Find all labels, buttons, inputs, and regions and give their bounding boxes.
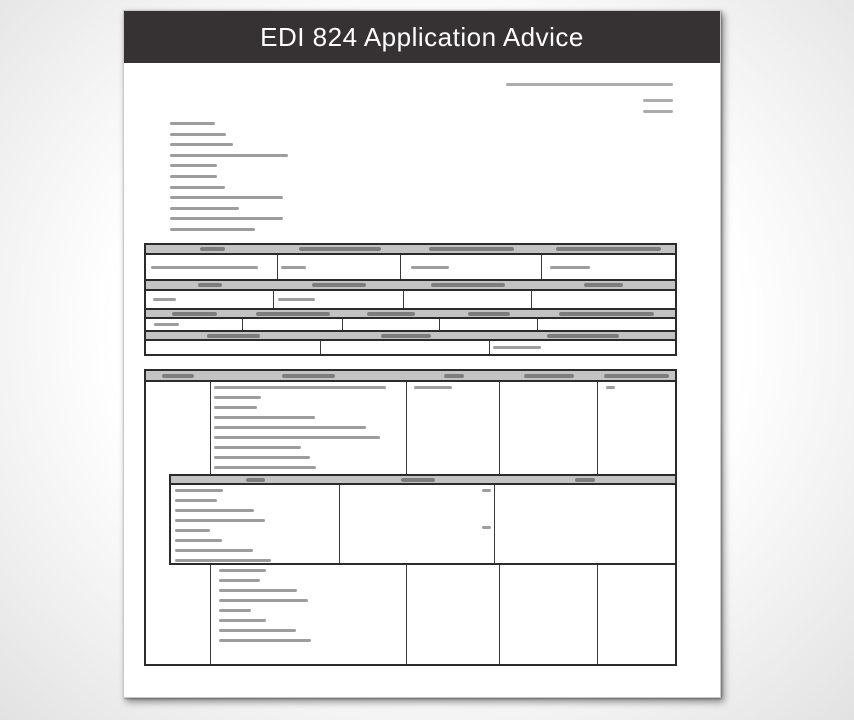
header-label-bar — [556, 247, 661, 251]
redacted-text-line — [219, 599, 308, 602]
redacted-text-line — [214, 386, 386, 389]
table-cell — [146, 255, 278, 279]
redacted-text-line — [281, 266, 306, 269]
redacted-text-line — [219, 579, 260, 582]
table-cell — [146, 563, 211, 664]
table-cell — [538, 319, 675, 330]
redacted-text-line — [214, 446, 301, 449]
intro-text-block — [170, 122, 430, 231]
header-label-bar — [200, 247, 225, 251]
header-label-bar — [246, 478, 265, 482]
redacted-text-line — [219, 629, 296, 632]
table-cell — [340, 485, 496, 563]
table-row — [146, 382, 675, 474]
header-label-bar — [172, 312, 217, 316]
redacted-text-line — [175, 539, 222, 542]
header-label-bar — [431, 283, 505, 287]
table-cell — [146, 382, 211, 474]
table-cell — [440, 319, 538, 330]
redacted-text-line — [219, 639, 311, 642]
header-label-bar — [207, 334, 260, 338]
header-cell — [171, 476, 340, 483]
redacted-text-line — [482, 489, 491, 492]
redacted-text-line — [170, 196, 283, 199]
header-cell — [340, 476, 496, 483]
header-cell — [243, 310, 342, 317]
redacted-text-line — [643, 99, 673, 102]
title-bar — [124, 11, 720, 63]
table-row — [146, 563, 675, 664]
redacted-text-line — [214, 396, 261, 399]
table-cell — [146, 291, 274, 308]
redacted-text-line — [214, 436, 380, 439]
header-cell — [146, 310, 243, 317]
header-cell — [490, 332, 675, 339]
header-cell — [542, 245, 675, 253]
table-cell — [343, 319, 440, 330]
table-cell — [211, 382, 408, 474]
redacted-text-line — [175, 549, 253, 552]
table-header-row — [146, 243, 675, 255]
header-label-bar — [584, 283, 623, 287]
redacted-text-line — [214, 406, 257, 409]
table-cell — [404, 291, 532, 308]
table-header-row — [146, 279, 675, 291]
redacted-text-line — [214, 456, 310, 459]
redacted-text-line — [170, 186, 225, 189]
redacted-text-line — [214, 426, 366, 429]
table-cell — [211, 563, 408, 664]
header-label-bar — [162, 374, 194, 378]
redacted-text-line — [550, 266, 590, 269]
redacted-text-line — [643, 110, 673, 113]
header-label-bar — [401, 478, 435, 482]
table-cell — [407, 382, 500, 474]
table-row — [146, 255, 675, 279]
redacted-text-line — [219, 569, 266, 572]
header-label-bar — [604, 374, 669, 378]
redacted-text-line — [175, 499, 217, 502]
redacted-text-line — [154, 323, 179, 326]
header-cell — [404, 281, 532, 289]
redacted-text-line — [175, 489, 223, 492]
table-cell — [171, 485, 340, 563]
header-label-bar — [381, 334, 431, 338]
table-row — [146, 291, 675, 308]
header-cell — [500, 371, 597, 380]
reference-block — [506, 83, 673, 113]
header-label-bar — [444, 374, 464, 378]
header-cell — [146, 332, 321, 339]
table-cell — [532, 291, 675, 308]
redacted-text-line — [414, 386, 452, 389]
table-cell — [407, 563, 500, 664]
redacted-text-line — [606, 386, 615, 389]
table-cell — [146, 319, 243, 330]
header-cell — [598, 371, 675, 380]
redacted-text-line — [170, 217, 283, 220]
header-label-bar — [256, 312, 330, 316]
redacted-text-line — [214, 416, 315, 419]
redacted-text-line — [170, 207, 239, 210]
header-label-bar — [282, 374, 335, 378]
table-row — [146, 341, 675, 354]
table-cell — [500, 382, 597, 474]
redacted-text-line — [506, 83, 673, 86]
redacted-text-line — [175, 519, 265, 522]
redacted-text-line — [170, 228, 255, 231]
header-label-bar — [547, 334, 619, 338]
header-cell — [211, 371, 408, 380]
table-cell — [278, 255, 401, 279]
header-label-bar — [468, 312, 510, 316]
redacted-text-line — [153, 298, 176, 301]
redacted-text-line — [151, 266, 258, 269]
header-cell — [401, 245, 542, 253]
header-label-bar — [524, 374, 574, 378]
table-cell — [500, 563, 597, 664]
table-cell — [243, 319, 342, 330]
redacted-text-line — [482, 526, 491, 529]
document-title: EDI 824 Application Advice — [260, 21, 584, 52]
redacted-text-line — [170, 143, 233, 146]
header-cell — [278, 245, 401, 253]
table-cell — [490, 341, 675, 354]
redacted-text-line — [411, 266, 449, 269]
nested-note-table — [169, 474, 677, 565]
header-label-bar — [312, 283, 366, 287]
redacted-text-line — [493, 346, 541, 349]
redacted-text-line — [219, 609, 251, 612]
redacted-text-line — [170, 122, 215, 125]
header-label-bar — [559, 312, 654, 316]
table-cell — [146, 341, 321, 354]
header-cell — [440, 310, 538, 317]
redacted-text-line — [175, 509, 254, 512]
envelope-header-table — [144, 243, 677, 356]
header-cell — [274, 281, 404, 289]
table-cell — [321, 341, 491, 354]
redacted-text-line — [170, 175, 217, 178]
redacted-text-line — [219, 589, 297, 592]
document-page — [123, 10, 721, 698]
header-cell — [146, 245, 278, 253]
table-row — [146, 319, 675, 330]
redacted-text-line — [278, 298, 315, 301]
table-cell — [274, 291, 404, 308]
redacted-text-line — [219, 619, 266, 622]
header-cell — [146, 281, 274, 289]
redacted-text-line — [170, 154, 288, 157]
table-header-row — [171, 474, 675, 485]
header-label-bar — [198, 283, 222, 287]
header-cell — [495, 476, 675, 483]
table-cell — [495, 485, 675, 563]
header-cell — [321, 332, 491, 339]
table-header-row — [146, 308, 675, 319]
redacted-text-line — [214, 466, 316, 469]
table-header-row — [146, 369, 675, 382]
table-cell — [401, 255, 542, 279]
table-row — [171, 485, 675, 563]
header-label-bar — [299, 247, 381, 251]
table-header-row — [146, 330, 675, 341]
header-cell — [532, 281, 675, 289]
header-cell — [407, 371, 500, 380]
redacted-text-line — [175, 559, 271, 562]
header-cell — [343, 310, 440, 317]
header-label-bar — [575, 478, 595, 482]
table-cell — [598, 563, 675, 664]
redacted-text-line — [170, 164, 217, 167]
header-label-bar — [367, 312, 415, 316]
header-cell — [538, 310, 675, 317]
redacted-text-line — [175, 529, 210, 532]
redacted-text-line — [170, 133, 226, 136]
table-cell — [542, 255, 675, 279]
table-cell — [598, 382, 675, 474]
header-cell — [146, 371, 211, 380]
header-label-bar — [429, 247, 514, 251]
